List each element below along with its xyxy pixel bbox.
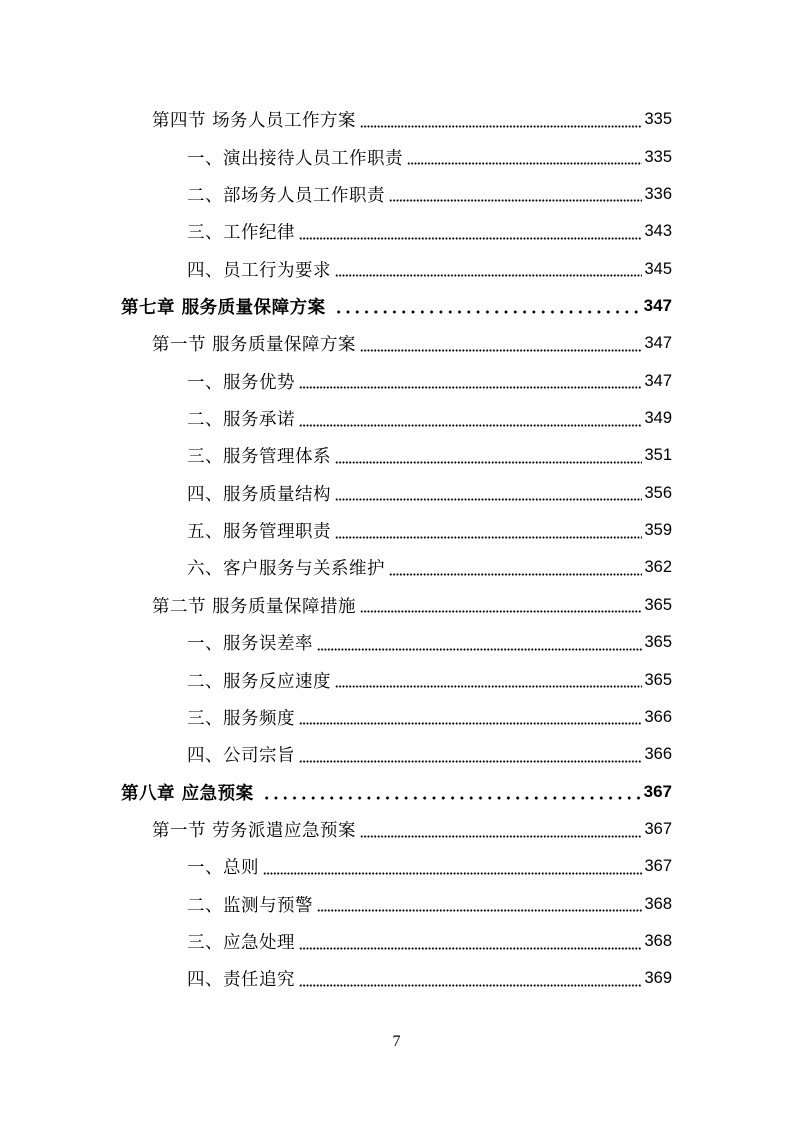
page-number: 7 xyxy=(392,1033,401,1050)
dot-leader xyxy=(360,110,642,130)
toc-entry-title: 三、服务频度 xyxy=(187,708,295,729)
toc-entry[interactable] xyxy=(0,213,793,250)
dot-leader xyxy=(299,371,642,391)
toc-entry-page: 345 xyxy=(644,259,672,278)
dot-leader xyxy=(263,857,642,877)
dot-leader xyxy=(299,745,642,765)
toc-chapter-entry[interactable] xyxy=(0,288,793,325)
toc-entry-page: 347 xyxy=(644,334,672,353)
toc-entry-title: 三、工作纪律 xyxy=(187,223,295,244)
toc-entry-page: 365 xyxy=(644,595,672,614)
toc-entry[interactable] xyxy=(0,624,793,661)
toc-entry-title: 一、总则 xyxy=(187,858,259,879)
toc-entry[interactable] xyxy=(0,886,793,923)
toc-entry-page: 368 xyxy=(644,894,672,913)
toc-entry[interactable] xyxy=(0,699,793,736)
dot-leader xyxy=(360,820,642,840)
toc-entry[interactable] xyxy=(0,587,793,624)
toc-entry-title: 一、演出接待人员工作职责 xyxy=(187,148,403,169)
dot-leader xyxy=(299,409,642,429)
toc-entry-page: 351 xyxy=(644,446,672,465)
dot-leader xyxy=(317,633,642,653)
toc-entry-title: 二、部场务人员工作职责 xyxy=(187,185,385,206)
toc-entry-page: 347 xyxy=(644,371,672,390)
toc-entry-title: 四、公司宗旨 xyxy=(187,746,295,767)
toc-entry[interactable] xyxy=(0,661,793,698)
toc-entry-page: 349 xyxy=(644,409,672,428)
toc-entry[interactable] xyxy=(0,325,793,362)
dot-leader xyxy=(335,446,642,466)
toc-chapter-entry[interactable] xyxy=(0,773,793,810)
toc-entry-title: 五、服务管理职责 xyxy=(187,522,331,543)
toc-entry-page: 367 xyxy=(643,782,672,802)
toc-entry-page: 365 xyxy=(644,670,672,689)
toc-entry-page: 367 xyxy=(644,857,672,876)
dot-leader xyxy=(299,932,642,952)
dot-leader xyxy=(299,707,642,727)
toc-entry-title: 一、服务优势 xyxy=(187,372,295,393)
toc-entry[interactable] xyxy=(0,549,793,586)
toc-entry-page: 335 xyxy=(644,110,672,129)
dot-leader xyxy=(262,782,642,802)
toc-entry-title: 第一节 服务质量保障方案 xyxy=(152,335,357,356)
toc-entry-page: 347 xyxy=(643,296,672,316)
toc-entry[interactable] xyxy=(0,475,793,512)
toc-entry-title: 一、服务误差率 xyxy=(187,634,313,655)
toc-entry-page: 368 xyxy=(644,932,672,951)
toc-entry-page: 335 xyxy=(644,147,672,166)
dot-leader xyxy=(334,296,642,316)
dot-leader xyxy=(335,670,642,690)
toc-entry-page: 367 xyxy=(644,820,672,838)
toc-entry-page: 366 xyxy=(644,745,672,764)
dot-leader xyxy=(360,334,642,354)
toc-entry[interactable] xyxy=(0,437,793,474)
toc-entry-title: 第八章 应急预案 xyxy=(121,783,254,804)
toc-entry[interactable] xyxy=(0,811,793,848)
toc-entry-title: 四、服务质量结构 xyxy=(187,484,331,505)
toc-entry-title: 六、客户服务与关系维护 xyxy=(187,559,385,580)
toc-entry-title: 三、服务管理体系 xyxy=(187,447,331,468)
table-of-contents xyxy=(0,101,793,998)
toc-entry-page: 359 xyxy=(644,521,672,540)
toc-entry-page: 365 xyxy=(644,633,672,652)
toc-entry[interactable] xyxy=(0,101,793,138)
dot-leader xyxy=(335,259,642,279)
toc-entry-title: 二、监测与预警 xyxy=(187,895,313,916)
dot-leader xyxy=(389,184,642,204)
dot-leader xyxy=(299,222,642,242)
dot-leader xyxy=(317,894,642,914)
toc-entry-title: 二、服务承诺 xyxy=(187,410,295,431)
dot-leader xyxy=(335,483,642,503)
toc-entry[interactable] xyxy=(0,400,793,437)
toc-entry-page: 343 xyxy=(644,222,672,241)
dot-leader xyxy=(389,558,642,578)
toc-entry[interactable] xyxy=(0,176,793,213)
toc-entry-title: 二、服务反应速度 xyxy=(187,671,331,692)
toc-entry-title: 三、应急处理 xyxy=(187,933,295,954)
toc-entry[interactable] xyxy=(0,363,793,400)
dot-leader xyxy=(360,595,642,615)
dot-leader xyxy=(407,147,642,167)
toc-entry[interactable] xyxy=(0,250,793,287)
toc-entry[interactable] xyxy=(0,923,793,960)
toc-entry-title: 第七章 服务质量保障方案 xyxy=(121,297,326,318)
toc-entry[interactable] xyxy=(0,848,793,885)
dot-leader xyxy=(335,521,642,541)
dot-leader xyxy=(299,969,642,989)
toc-entry-page: 362 xyxy=(644,558,672,577)
toc-entry[interactable] xyxy=(0,960,793,997)
toc-entry[interactable] xyxy=(0,512,793,549)
toc-entry-page: 369 xyxy=(644,969,672,988)
toc-entry-title: 四、员工行为要求 xyxy=(187,260,331,281)
toc-entry-page: 366 xyxy=(644,707,672,726)
toc-entry-page: 356 xyxy=(644,483,672,502)
toc-entry[interactable] xyxy=(0,736,793,773)
toc-entry-title: 四、责任追究 xyxy=(187,970,295,991)
toc-entry[interactable] xyxy=(0,138,793,175)
toc-entry-title: 第四节 场务人员工作方案 xyxy=(152,111,357,132)
toc-entry-title: 第二节 服务质量保障措施 xyxy=(152,596,357,617)
toc-entry-title: 第一节 劳务派遣应急预案 xyxy=(152,821,357,841)
toc-entry-page: 336 xyxy=(644,184,672,203)
